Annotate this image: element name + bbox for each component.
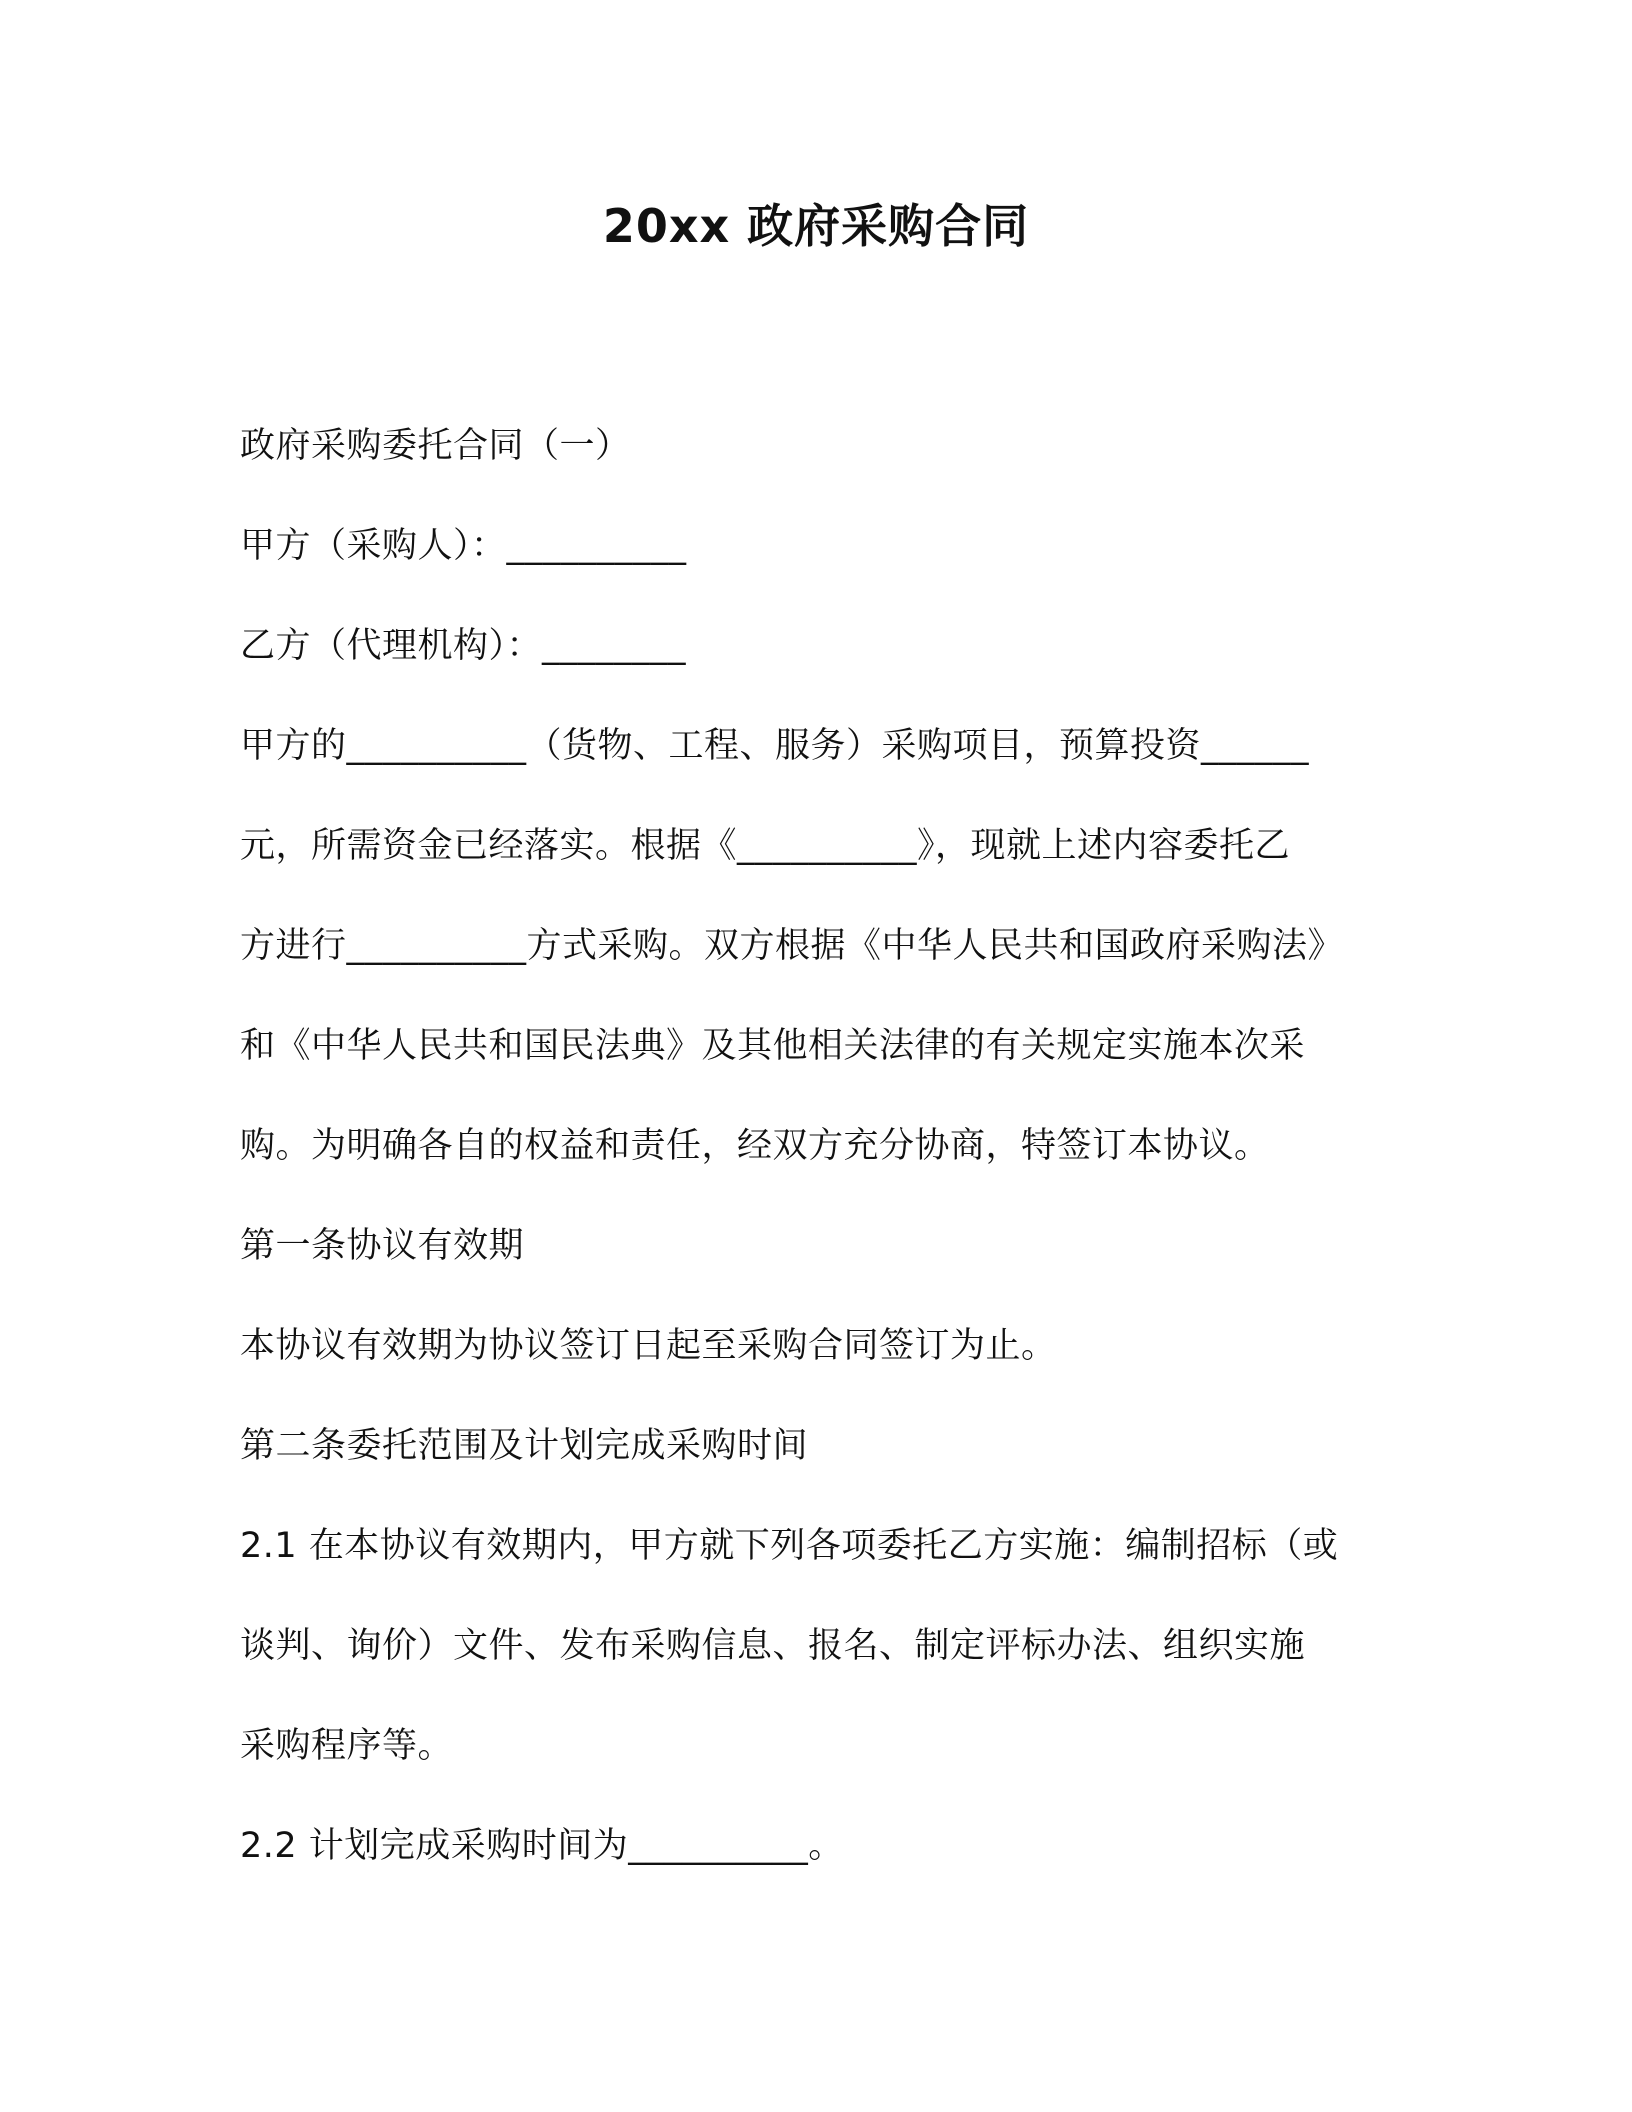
document-title: 20xx 政府采购合同 (602, 199, 1030, 253)
paragraph-line: 甲方的__________（货物、工程、服务）采购项目，预算投资______ (240, 726, 1310, 766)
party-a-line: 甲方（采购人）：__________ (240, 526, 687, 566)
article-2-heading: 第二条委托范围及计划完成采购时间 (240, 1426, 809, 1466)
section-heading-contract: 政府采购委托合同（一） (240, 426, 631, 466)
paragraph-line: 购。为明确各自的权益和责任，经双方充分协商，特签订本协议。 (240, 1126, 1270, 1166)
paragraph-line: 元，所需资金已经落实。根据《__________》，现就上述内容委托乙 (240, 826, 1291, 866)
article-1-heading: 第一条协议有效期 (240, 1226, 525, 1266)
clause-2-1-line: 采购程序等。 (240, 1726, 454, 1766)
clause-2-2-line: 2.2 计划完成采购时间为__________。 (240, 1826, 844, 1866)
paragraph-line: 方进行__________方式采购。双方根据《中华人民共和国政府采购法》 (240, 926, 1344, 966)
clause-2-1-line: 谈判、询价）文件、发布采购信息、报名、制定评标办法、组织实施 (240, 1626, 1306, 1666)
paragraph-line: 和《中华人民共和国民法典》及其他相关法律的有关规定实施本次采 (240, 1026, 1306, 1066)
clause-2-1-line: 2.1 在本协议有效期内，甲方就下列各项委托乙方实施：编制招标（或 (240, 1526, 1339, 1566)
article-1-text: 本协议有效期为协议签订日起至采购合同签订为止。 (240, 1326, 1057, 1366)
party-b-line: 乙方（代理机构）：________ (240, 626, 687, 666)
